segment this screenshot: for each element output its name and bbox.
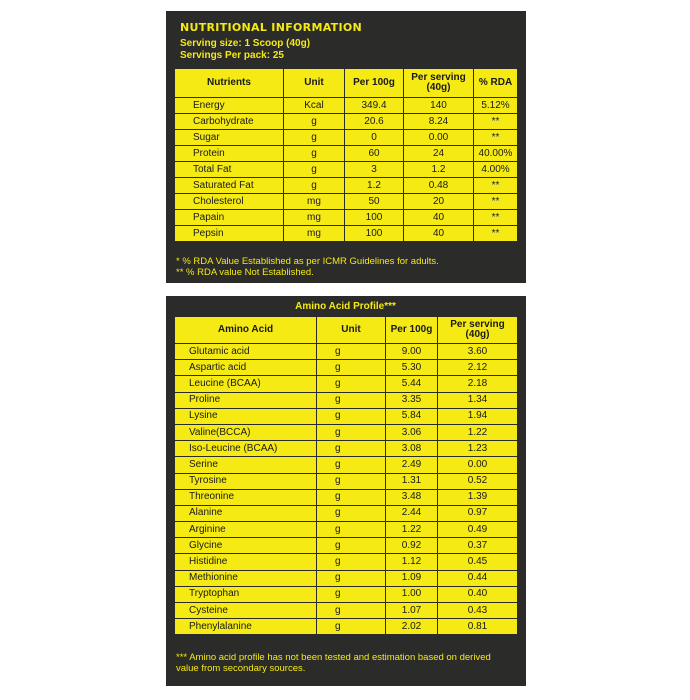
- amino-per-serving: 0.00: [438, 457, 518, 473]
- amino-per-serving: 0.81: [438, 619, 518, 635]
- nutrient-name: Cholesterol: [175, 194, 284, 210]
- col-header-rda: % RDA: [474, 69, 518, 98]
- nutrient-unit: g: [284, 130, 345, 146]
- amino-name: Alanine: [175, 505, 317, 521]
- amino-row: [175, 441, 518, 457]
- amino-name: Tryptophan: [175, 586, 317, 602]
- amino-unit: g: [317, 603, 386, 619]
- nutrient-row: [175, 162, 518, 178]
- amino-name: Histidine: [175, 554, 317, 570]
- nutrient-name: Saturated Fat: [175, 178, 284, 194]
- amino-unit: g: [317, 424, 386, 440]
- amino-unit: g: [317, 570, 386, 586]
- amino-per-100g: 0.92: [386, 538, 438, 554]
- nutrient-row: [175, 98, 518, 114]
- amino-row: [175, 505, 518, 521]
- nutrient-per-100g: 1.2: [345, 178, 404, 194]
- amino-per-100g: 3.08: [386, 441, 438, 457]
- nutrient-name: Carbohydrate: [175, 114, 284, 130]
- nutrient-rda: **: [474, 210, 518, 226]
- col-header-nutrients: Nutrients: [175, 69, 284, 98]
- amino-unit: g: [317, 619, 386, 635]
- nutrient-row: [175, 130, 518, 146]
- amino-row: [175, 457, 518, 473]
- col-header-per-serving: Per serving (40g): [438, 317, 518, 344]
- nutrient-per-100g: 60: [345, 146, 404, 162]
- amino-row: [175, 619, 518, 635]
- nutrient-rda: **: [474, 130, 518, 146]
- nutrient-rda: **: [474, 178, 518, 194]
- amino-name: Valine(BCCA): [175, 424, 317, 440]
- amino-name: Tyrosine: [175, 473, 317, 489]
- nutrient-per-serving: 8.24: [404, 114, 474, 130]
- amino-title: Amino Acid Profile***: [295, 301, 396, 312]
- amino-per-serving: 0.40: [438, 586, 518, 602]
- amino-per-100g: 1.00: [386, 586, 438, 602]
- amino-row: [175, 344, 518, 360]
- nutrient-rda: **: [474, 226, 518, 242]
- nutrient-per-serving: 40: [404, 210, 474, 226]
- amino-name: Proline: [175, 392, 317, 408]
- amino-per-100g: 5.30: [386, 360, 438, 376]
- col-header-per-100g: Per 100g: [345, 69, 404, 98]
- amino-unit: g: [317, 586, 386, 602]
- nutrient-row: [175, 210, 518, 226]
- amino-footnote: *** Amino acid profile has not been tested and estimation based on derived value from secondary sources.: [176, 652, 491, 674]
- servings-per-pack: Servings Per pack: 25: [180, 50, 284, 61]
- amino-name: Arginine: [175, 522, 317, 538]
- col-header-per-serving: Per serving (40g): [404, 69, 474, 98]
- amino-unit: g: [317, 441, 386, 457]
- amino-name: Leucine (BCAA): [175, 376, 317, 392]
- amino-row: [175, 473, 518, 489]
- amino-per-serving: 1.23: [438, 441, 518, 457]
- nutrient-per-serving: 24: [404, 146, 474, 162]
- amino-per-serving: 2.18: [438, 376, 518, 392]
- amino-unit: g: [317, 522, 386, 538]
- rda-footnote-2: ** % RDA value Not Established.: [176, 267, 314, 278]
- amino-per-100g: 2.02: [386, 619, 438, 635]
- nutrient-row: [175, 226, 518, 242]
- amino-per-100g: 3.06: [386, 424, 438, 440]
- nutrient-per-100g: 3: [345, 162, 404, 178]
- amino-name: Aspartic acid: [175, 360, 317, 376]
- amino-per-serving: 0.97: [438, 505, 518, 521]
- nutrient-unit: mg: [284, 194, 345, 210]
- nutrient-name: Sugar: [175, 130, 284, 146]
- nutrient-per-100g: 100: [345, 210, 404, 226]
- nutrient-per-100g: 100: [345, 226, 404, 242]
- amino-per-serving: 1.22: [438, 424, 518, 440]
- amino-name: Glutamic acid: [175, 344, 317, 360]
- amino-unit: g: [317, 505, 386, 521]
- nutrient-name: Energy: [175, 98, 284, 114]
- amino-name: Phenylalanine: [175, 619, 317, 635]
- nutrient-unit: g: [284, 162, 345, 178]
- amino-per-serving: 3.60: [438, 344, 518, 360]
- amino-name: Methionine: [175, 570, 317, 586]
- amino-per-serving: 0.45: [438, 554, 518, 570]
- nutrient-name: Pepsin: [175, 226, 284, 242]
- amino-unit: g: [317, 457, 386, 473]
- amino-per-serving: 0.44: [438, 570, 518, 586]
- amino-per-100g: 1.31: [386, 473, 438, 489]
- rda-footnote-1: * % RDA Value Established as per ICMR Guidelines for adults.: [176, 256, 439, 267]
- serving-size: Serving size: 1 Scoop (40g): [180, 38, 311, 49]
- amino-name: Threonine: [175, 489, 317, 505]
- amino-unit: g: [317, 473, 386, 489]
- amino-name: Glycine: [175, 538, 317, 554]
- amino-unit: g: [317, 376, 386, 392]
- amino-row: [175, 522, 518, 538]
- nutrition-table: [174, 68, 518, 242]
- amino-header-row: [175, 317, 518, 344]
- amino-per-100g: 3.48: [386, 489, 438, 505]
- nutrient-unit: g: [284, 178, 345, 194]
- nutrient-rda: 40.00%: [474, 146, 518, 162]
- nutrient-row: [175, 178, 518, 194]
- amino-per-100g: 1.12: [386, 554, 438, 570]
- amino-unit: g: [317, 554, 386, 570]
- amino-unit: g: [317, 489, 386, 505]
- amino-per-100g: 2.44: [386, 505, 438, 521]
- nutrient-rda: **: [474, 114, 518, 130]
- amino-name: Serine: [175, 457, 317, 473]
- amino-name: Iso-Leucine (BCAA): [175, 441, 317, 457]
- nutrient-unit: Kcal: [284, 98, 345, 114]
- nutrient-rda: 4.00%: [474, 162, 518, 178]
- amino-per-100g: 2.49: [386, 457, 438, 473]
- nutrient-name: Total Fat: [175, 162, 284, 178]
- nutrient-per-100g: 349.4: [345, 98, 404, 114]
- amino-row: [175, 408, 518, 424]
- nutrient-unit: mg: [284, 226, 345, 242]
- amino-unit: g: [317, 408, 386, 424]
- amino-per-serving: 0.37: [438, 538, 518, 554]
- nutrient-per-serving: 20: [404, 194, 474, 210]
- amino-unit: g: [317, 392, 386, 408]
- amino-per-100g: 1.09: [386, 570, 438, 586]
- nutrient-unit: g: [284, 146, 345, 162]
- amino-row: [175, 554, 518, 570]
- nutrient-name: Papain: [175, 210, 284, 226]
- amino-row: [175, 570, 518, 586]
- nutrient-row: [175, 114, 518, 130]
- amino-table: [174, 316, 518, 635]
- amino-row: [175, 376, 518, 392]
- amino-row: [175, 489, 518, 505]
- amino-per-serving: 1.39: [438, 489, 518, 505]
- nutrient-rda: 5.12%: [474, 98, 518, 114]
- amino-row: [175, 424, 518, 440]
- nutrient-row: [175, 146, 518, 162]
- amino-unit: g: [317, 360, 386, 376]
- amino-per-serving: 1.34: [438, 392, 518, 408]
- col-header-amino-acid: Amino Acid: [175, 317, 317, 344]
- nutrient-unit: g: [284, 114, 345, 130]
- col-header-unit: Unit: [284, 69, 345, 98]
- nutrient-name: Protein: [175, 146, 284, 162]
- nutrient-per-serving: 0.00: [404, 130, 474, 146]
- amino-per-serving: 0.49: [438, 522, 518, 538]
- amino-row: [175, 360, 518, 376]
- nutrient-per-serving: 1.2: [404, 162, 474, 178]
- amino-per-100g: 5.84: [386, 408, 438, 424]
- amino-name: Lysine: [175, 408, 317, 424]
- col-header-unit: Unit: [317, 317, 386, 344]
- amino-row: [175, 538, 518, 554]
- nutrient-per-100g: 0: [345, 130, 404, 146]
- nutrient-unit: mg: [284, 210, 345, 226]
- nutrient-per-100g: 20.6: [345, 114, 404, 130]
- nutrient-row: [175, 194, 518, 210]
- nutrition-header-row: [175, 69, 518, 98]
- amino-per-serving: 2.12: [438, 360, 518, 376]
- amino-per-100g: 1.22: [386, 522, 438, 538]
- amino-row: [175, 392, 518, 408]
- nutrient-per-100g: 50: [345, 194, 404, 210]
- nutrition-title: NUTRITIONAL INFORMATION: [180, 21, 363, 34]
- amino-unit: g: [317, 538, 386, 554]
- amino-per-100g: 1.07: [386, 603, 438, 619]
- amino-name: Cysteine: [175, 603, 317, 619]
- amino-row: [175, 586, 518, 602]
- amino-per-100g: 9.00: [386, 344, 438, 360]
- amino-per-100g: 5.44: [386, 376, 438, 392]
- amino-per-serving: 1.94: [438, 408, 518, 424]
- nutrient-per-serving: 140: [404, 98, 474, 114]
- nutrient-rda: **: [474, 194, 518, 210]
- amino-unit: g: [317, 344, 386, 360]
- nutrient-per-serving: 40: [404, 226, 474, 242]
- nutrient-per-serving: 0.48: [404, 178, 474, 194]
- amino-row: [175, 603, 518, 619]
- amino-per-serving: 0.52: [438, 473, 518, 489]
- col-header-per-100g: Per 100g: [386, 317, 438, 344]
- amino-per-100g: 3.35: [386, 392, 438, 408]
- amino-per-serving: 0.43: [438, 603, 518, 619]
